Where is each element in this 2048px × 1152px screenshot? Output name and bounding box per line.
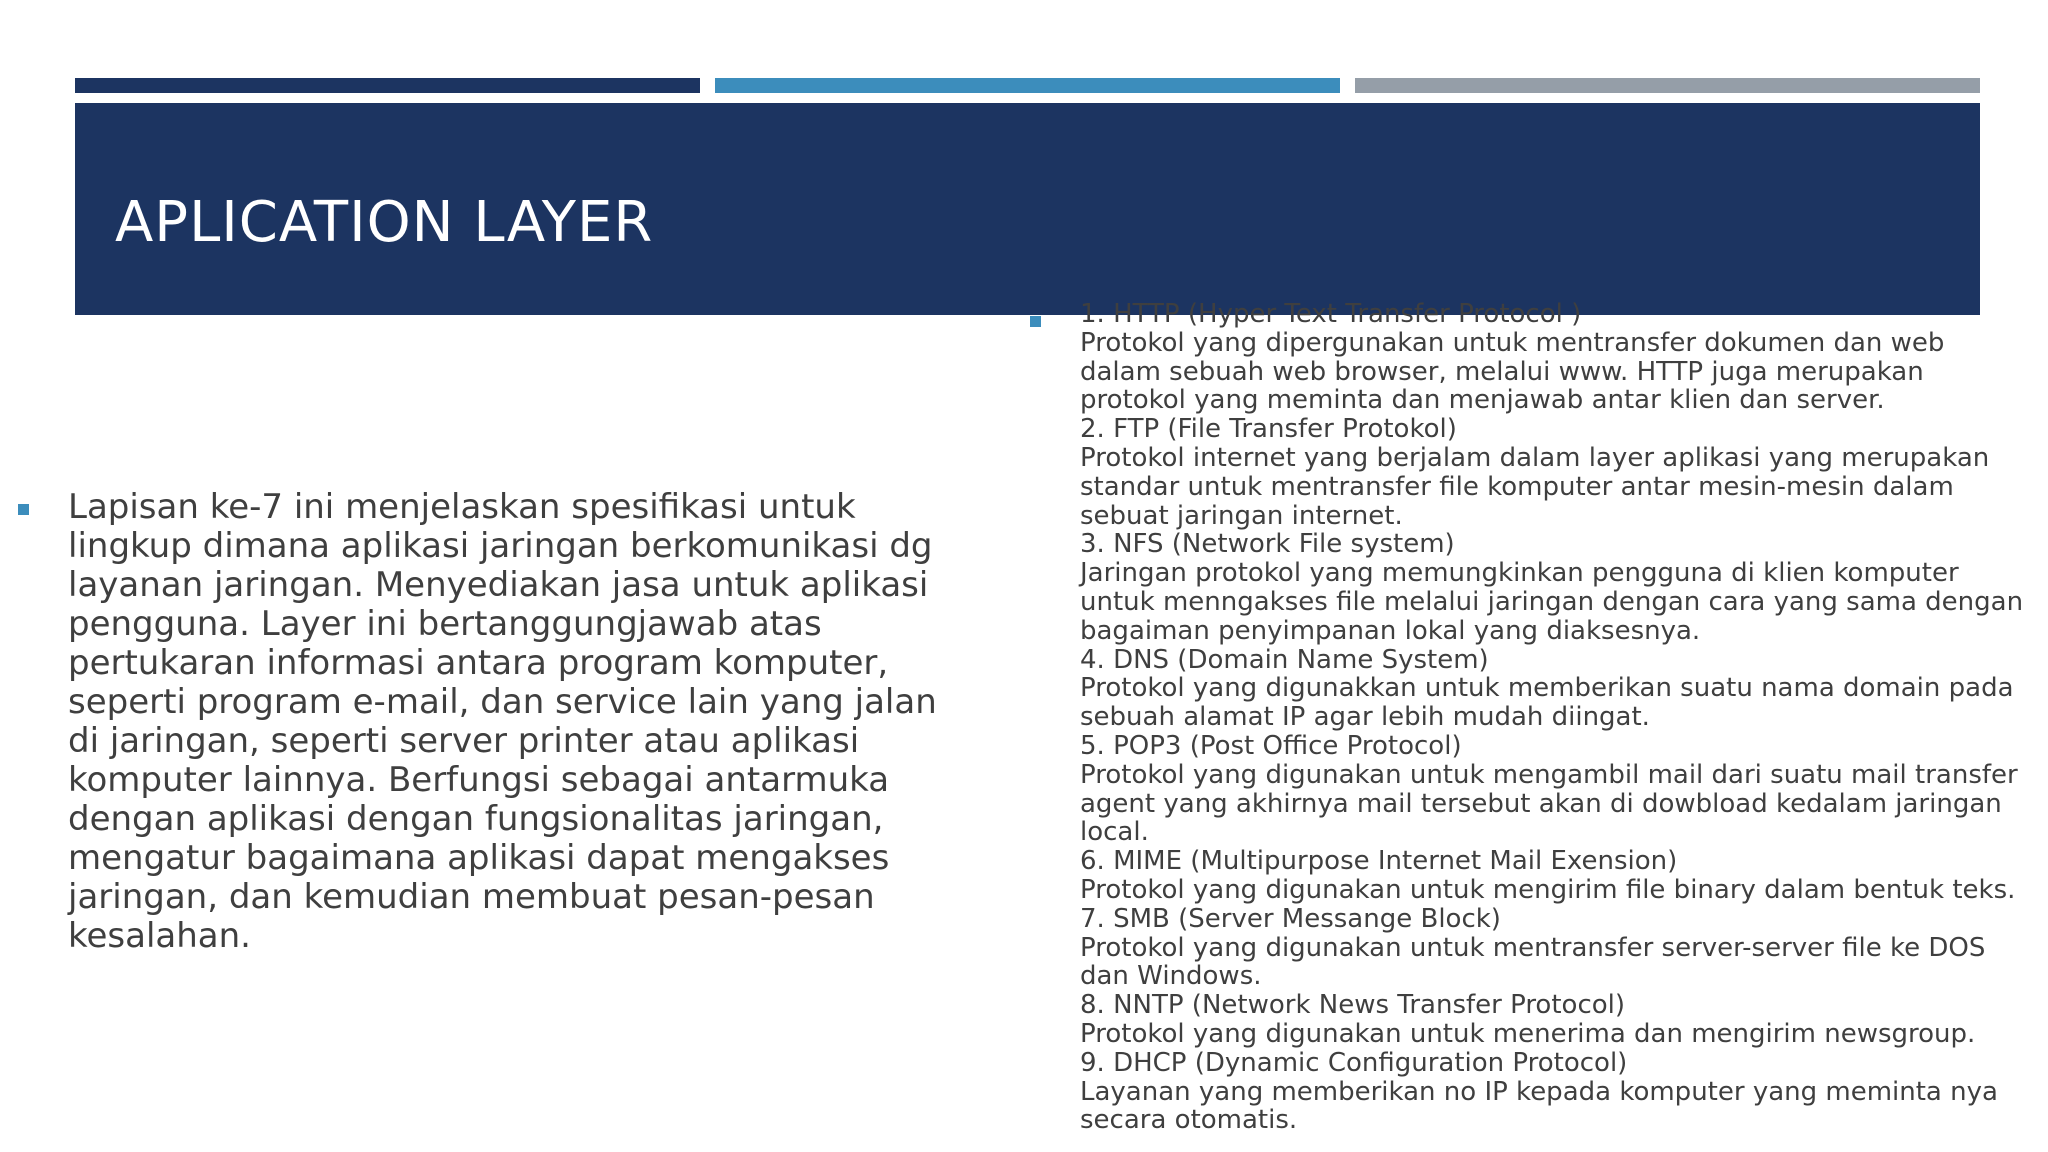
protocol-item (1080, 847, 2040, 905)
protocol-item (1080, 1049, 2040, 1135)
slide-title: APLICATION LAYER (115, 190, 654, 255)
protocol-list (1080, 300, 2040, 1135)
protocol-item (1080, 300, 2040, 415)
protocol-name: 6. MIME (Multipurpose Internet Mail Exension) (1080, 846, 1678, 877)
protocol-item (1080, 991, 2040, 1049)
protocol-name: 7. SMB (Server Messange Block) (1080, 903, 1501, 934)
protocol-name: 3. NFS (Network File system) (1080, 529, 1455, 560)
square-bullet-icon (18, 504, 29, 515)
protocol-description: Jaringan protokol yang memungkinkan pengguna di klien komputer untuk menngakses file melalui jaringan dengan cara yang sama dengan bagaiman penyimpanan lokal yang diaksesnya. (1080, 558, 2024, 646)
right-content (1030, 300, 2040, 1152)
accent-bar-navy (75, 78, 700, 93)
protocol-name: 1. HTTP (Hyper Text Transfer Protocol ) (1080, 300, 1582, 329)
protocol-description: Layanan yang memberikan no IP kepada komputer yang meminta nya secara otomatis. (1080, 1076, 1998, 1136)
protocol-description: Protokol yang dipergunakan untuk mentransfer dokumen dan web dalam sebuah web browser, melalui www. HTTP juga merupakan protokol yang meminta dan menjawab antar klien dan server. (1080, 327, 1945, 416)
accent-bar-blue (715, 78, 1340, 93)
accent-bar-gray (1355, 78, 1980, 93)
protocol-item (1080, 646, 2040, 732)
square-bullet-icon (1030, 316, 1041, 327)
layer-description: Lapisan ke-7 ini menjelaskan spesifikasi untuk lingkup dimana aplikasi jaringan berkomunikasi dg layanan jaringan. Menyediakan jasa untuk aplikasi pengguna. Layer ini bertanggungjawab atas pertukaran informasi antara program komputer, seperti program e-mail, dan service lain yang jalan di jaringan, seperti server printer atau aplikasi komputer lainnya. Berfungsi sebagai antarmuka dengan aplikasi dengan fungsionalitas jaringan, mengatur bagaimana aplikasi dapat mengakses jaringan, dan kemudian membuat pesan-pesan kesalahan. (68, 487, 937, 956)
protocol-name: 4. DNS (Domain Name System) (1080, 644, 1489, 675)
protocol-item (1080, 415, 2040, 530)
protocol-description: Protokol yang digunakan untuk menerima dan mengirim newsgroup. (1080, 1018, 1976, 1049)
protocol-name: 2. FTP (File Transfer Protokol) (1080, 414, 1457, 445)
protocol-description: Protokol yang digunakkan untuk memberikan suatu nama domain pada sebuah alamat IP agar lebih mudah diingat. (1080, 673, 2014, 733)
title-band (75, 103, 1980, 315)
protocol-item (1080, 905, 2040, 991)
protocol-item (1080, 732, 2040, 847)
protocol-description: Protokol yang digunakan untuk mengirim file binary dalam bentuk teks. (1080, 874, 2016, 905)
left-content (18, 488, 998, 956)
protocol-name: 8. NNTP (Network News Transfer Protocol) (1080, 990, 1626, 1021)
protocol-name: 5. POP3 (Post Office Protocol) (1080, 730, 1462, 761)
protocol-description: Protokol yang digunakan untuk mentransfer server-server file ke DOS dan Windows. (1080, 932, 1986, 992)
protocol-item (1080, 530, 2040, 645)
protocol-description: Protokol yang digunakan untuk mengambil mail dari suatu mail transfer agent yang akhirnya mail tersebut akan di dowbload kedalam jaringan local. (1080, 759, 2018, 848)
protocol-name: 9. DHCP (Dynamic Configuration Protocol) (1080, 1047, 1628, 1078)
protocol-description: Protokol internet yang berjalam dalam layer aplikasi yang merupakan standar untuk mentransfer file komputer antar mesin-mesin dalam sebuat jaringan internet. (1080, 442, 1990, 531)
